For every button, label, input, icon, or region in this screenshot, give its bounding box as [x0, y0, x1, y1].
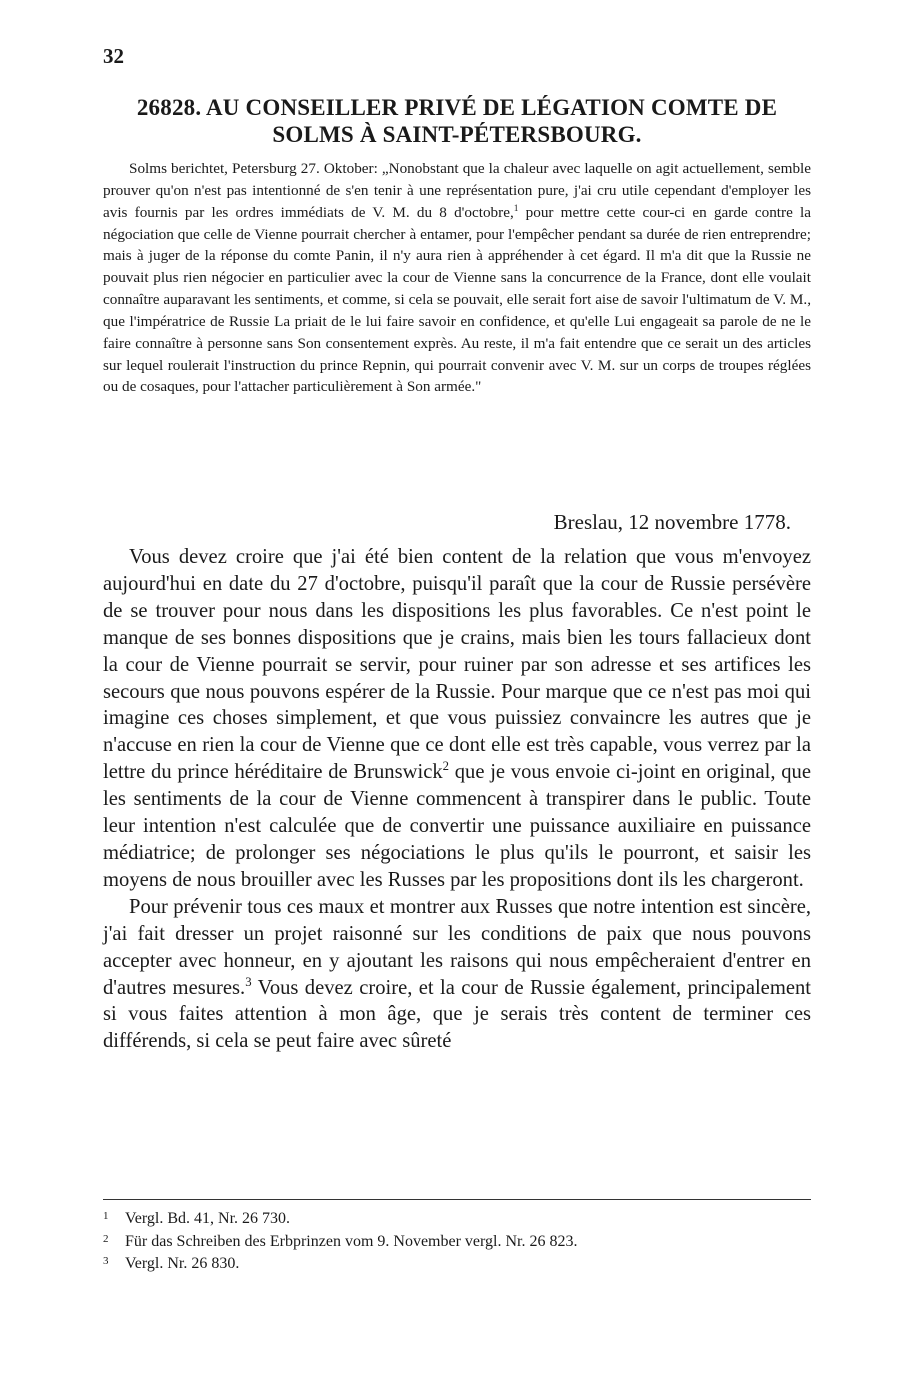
- footnote-text: Vergl. Nr. 26 830.: [125, 1255, 240, 1272]
- footnote-2: [103, 1231, 811, 1254]
- p1-text-b: que je vous envoie ci-joint en original, que les sentiments de la cour de Vienne commencent à transpirer dans le public. Toute leur intention n'est calculée que de convertir une puissance auxiliaire en puissance médiatrice; de prolonger ses négociations le plus qu'ils le pourront, et saisir les moyens de nous brouiller avec les Russes par les propositions dont ils les chargeront.: [103, 761, 811, 891]
- letter-body: [103, 544, 811, 1055]
- footnote-text: Vergl. Bd. 41, Nr. 26 730.: [125, 1210, 291, 1227]
- footnote-mark: 1: [103, 1210, 109, 1222]
- footnotes: [103, 1208, 811, 1276]
- p2-text-b: Vous devez croire, et la cour de Russie également, principalement si vous faites attention à mon âge, que je serais très content de terminer ces différends, si cela se peut faire avec sûreté: [103, 976, 811, 1053]
- footnote-text: Für das Schreiben des Erbprinzen vom 9. November vergl. Nr. 26 823.: [125, 1232, 578, 1250]
- heading-line-2: SOLMS À SAINT-PÉTERSBOURG.: [272, 122, 642, 147]
- footnote-ref-3: 3: [245, 974, 252, 989]
- p1-text-a: Vous devez croire que j'ai été bien content de la relation que vous m'envoyez aujourd'hui en date du 27 d'octobre, puisqu'il paraît que la cour de Russie persévère de se trouver pour nous dans les dispositions les plus favorables. Ce n'est point le manque de ses bonnes dispositions que je crains, mais bien les tours fallacieux dont la cour de Vienne pourrait se servir, pour ruiner par son adresse et ses artifices les secours que nous pouvons espérer de la Russie. Pour marque que ce n'est pas moi qui imagine ces choses simplement, et que vous puissiez convaincre les autres que je n'accuse en rien la cour de Vienne que ce dont elle est très capable, vous verrez par la lettre du prince héréditaire de Brunswick: [103, 546, 811, 784]
- p2-text-a: Pour prévenir tous ces maux et montrer aux Russes que notre intention est sincère, j'ai fait dresser un projet raisonné sur les conditions de paix que nous pouvons accepter avec honneur, en y ajoutant les raisons qui nous empêcheraient d'entrer en d'autres mesures.: [103, 895, 811, 999]
- footnote-mark: 2: [103, 1232, 109, 1245]
- heading-line-1: 26828. AU CONSEILLER PRIVÉ DE LÉGATION COMTE DE: [136, 95, 778, 120]
- footnote-3: [103, 1253, 811, 1276]
- body-paragraph-2: [103, 894, 811, 1055]
- footnote-ref-2: 2: [442, 759, 450, 774]
- summary-text-b: pour mettre cette cour-ci en garde contre la négociation que celle de Vienne pourrait chercher à entamer, pour l'empêcher pendant sa durée de rien entreprendre; mais à juger de la réponse du comte Panin, il n'y aura rien à appréhender à cet égard. Il m'a dit que la Russie ne pouvait plus rien négocier en particulier avec la cour de Vienne sans la concurrence de la France, dont elle voulait connaître auparavant les sentiments, et comme, si cela se pouvait, elle serait fort aise de savoir l'ultimatum de V. M., que l'impératrice de Russie La priait de le lui faire savoir en confidence, et qu'elle Lui engageait sa parole de ne le faire connaître à personne sans Son consentement exprès. Au reste, il m'a fait entendre que ce serait un des articles sur lequel roulerait l'instruction du prince Repnin, qui pourrait convenir avec V. M. sur un corps de troupes réglées ou de cosaques, pour l'attacher particulièrement à Son armée.": [103, 203, 811, 396]
- summary-text-a: Solms berichtet, Petersburg 27. Oktober: „Nonobstant que la chaleur avec laquelle on agit actuellement, semble prouver qu'on n'est pas intentionné de s'en tenir à une représentation pure, j'ai cru utile cependant d'employer les avis fournis par les ordres immédiats de V. M. du 8 d'octobre,: [103, 160, 811, 221]
- footnote-1: [103, 1208, 811, 1231]
- page-number: 32: [103, 44, 124, 68]
- footnote-ref-1: 1: [513, 203, 519, 214]
- dateline: Breslau, 12 novembre 1778.: [553, 510, 791, 534]
- document-heading: [103, 94, 811, 148]
- body-paragraph-1: [103, 544, 811, 894]
- footnote-mark: 3: [103, 1255, 109, 1267]
- footnote-divider: [103, 1199, 811, 1200]
- summary-paragraph: [103, 158, 811, 398]
